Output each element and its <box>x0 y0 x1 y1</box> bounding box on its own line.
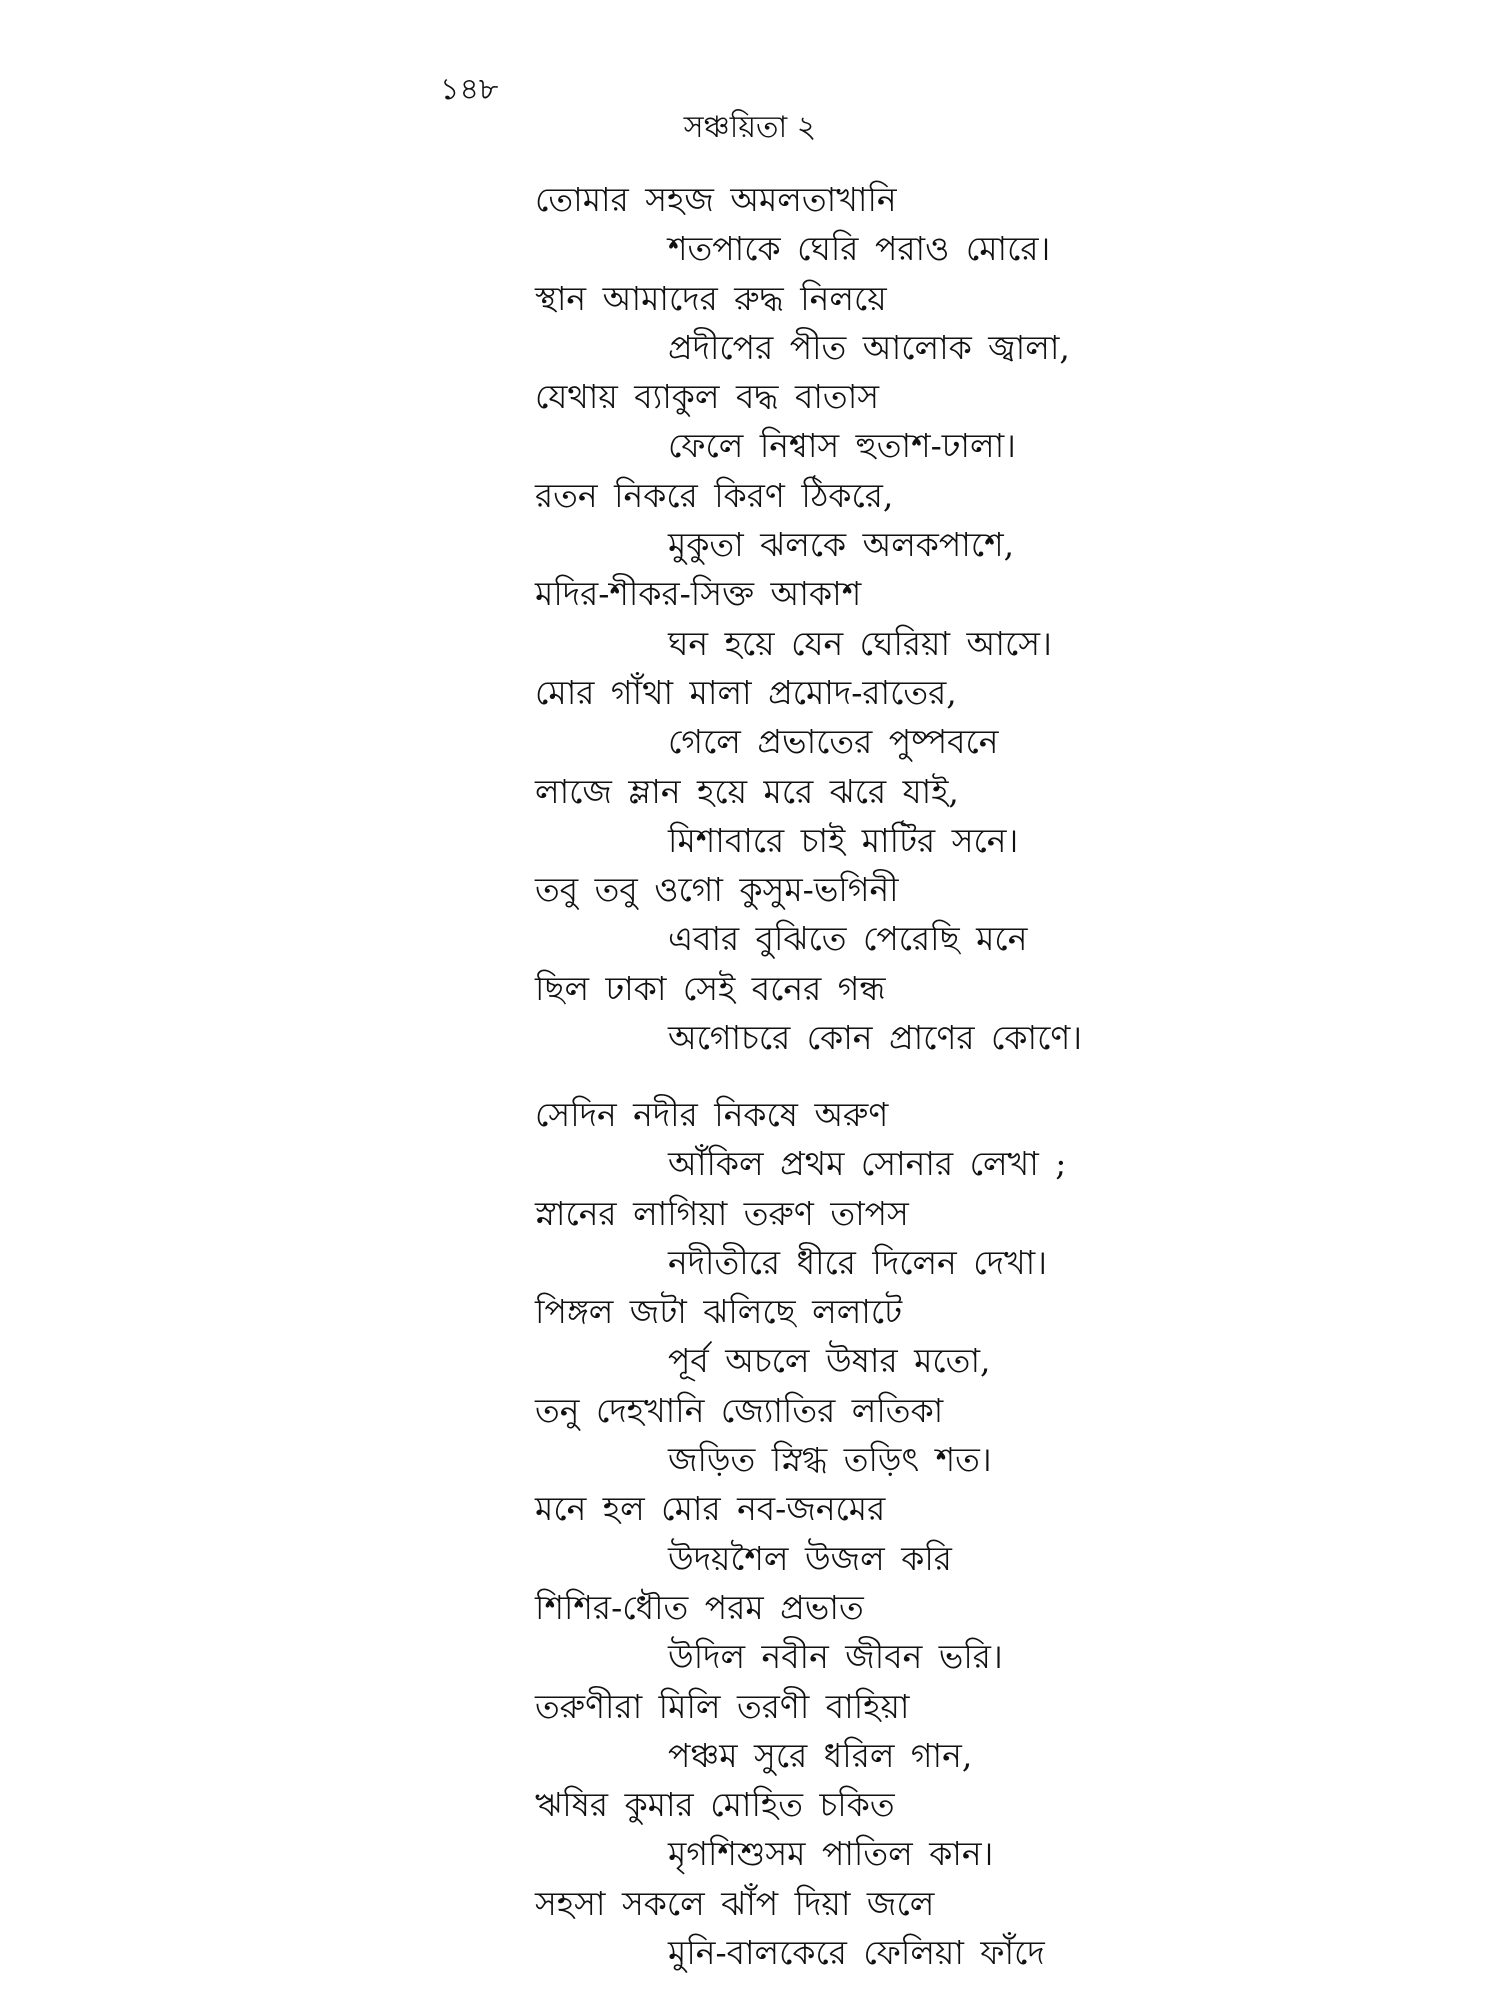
poem-line: মিশাবারে চাই মাটির সনে। <box>668 820 1019 860</box>
poem-line: ফেলে নিশ্বাস হুতাশ-ঢালা। <box>668 426 1016 466</box>
poem-line: উদয়শৈল উজল করি <box>668 1538 952 1578</box>
poem-line: সেদিন নদীর নিকষে অরুণ <box>535 1095 889 1134</box>
poem-line: ছিল ঢাকা সেই বনের গন্ধ <box>535 968 886 1008</box>
poem-line: ঘন হয়ে যেন ঘেরিয়া আসে। <box>668 623 1052 663</box>
stanza <box>0 175 1500 1062</box>
poem-line: নদীতীরে ধীরে দিলেন দেখা। <box>668 1242 1047 1282</box>
poem-line: উদিল নবীন জীবন ভরি। <box>668 1637 1003 1677</box>
poem-line: গেলে প্রভাতের পুষ্পবনে <box>668 722 999 762</box>
poem-line: ঋষির কুমার মোহিত চকিত <box>535 1785 895 1825</box>
poem-line: যেথায় ব্যাকুল বদ্ধ বাতাস <box>535 377 880 417</box>
poem-line: মদির-শীকর-সিক্ত আকাশ <box>535 574 862 614</box>
poem-line: তোমার সহজ অমলতাখানি <box>535 180 897 219</box>
poem-line: স্থান আমাদের রুদ্ধ নিলয়ে <box>535 278 887 318</box>
poem-line: মুকুতা ঝলকে অলকপাশে, <box>668 525 1015 565</box>
poem-line: সহসা সকলে ঝাঁপ দিয়া জলে <box>535 1883 935 1923</box>
poem-line: তনু দেহখানি জ্যোতির লতিকা <box>535 1390 944 1430</box>
poem-line: এবার বুঝিতে পেরেছি মনে <box>668 919 1028 959</box>
poem-line: মুনি-বালকেরে ফেলিয়া ফাঁদে <box>668 1933 1045 1973</box>
poem-line: অগোচরে কোন প্রাণের কোণে। <box>668 1018 1083 1058</box>
poem-line: শতপাকে ঘেরি পরাও মোরে। <box>668 229 1051 269</box>
poem-line: মৃগশিশুসম পাতিল কান। <box>668 1834 994 1874</box>
poem-line: জড়িত স্নিগ্ধ তড়িৎ শত। <box>668 1440 992 1480</box>
poem-line: রতন নিকরে কিরণ ঠিকরে, <box>535 475 894 515</box>
stanza <box>0 1090 1500 1977</box>
poem-line: পূর্ব অচলে উষার মতো, <box>668 1341 991 1381</box>
poem-line: পিঙ্গল জটা ঝলিছে ললাটে <box>535 1292 903 1332</box>
poem-line: শিশির-ধৌত পরম প্রভাত <box>535 1587 864 1627</box>
poem-line: লাজে ম্লান হয়ে মরে ঝরে যাই, <box>535 771 959 811</box>
poem-line: পঞ্চম সুরে ধরিল গান, <box>668 1735 973 1775</box>
running-title: সঞ্চয়িতা ২ <box>683 110 817 145</box>
poem-line: মনে হল মোর নব-জনমের <box>535 1489 886 1529</box>
poem-line: তরুণীরা মিলি তরণী বাহিয়া <box>535 1686 910 1726</box>
poem-line: প্রদীপের পীত আলোক জ্বালা, <box>668 327 1070 367</box>
poem-line: তবু তবু ওগো কুসুম-ভগিনী <box>535 870 899 910</box>
poem-line: স্নানের লাগিয়া তরুণ তাপস <box>535 1193 909 1233</box>
page-number: ১৪৮ <box>440 72 499 107</box>
poem-line: আঁকিল প্রথম সোনার লেখা ; <box>668 1144 1067 1184</box>
poem-line: মোর গাঁথা মালা প্রমোদ-রাতের, <box>535 672 957 712</box>
